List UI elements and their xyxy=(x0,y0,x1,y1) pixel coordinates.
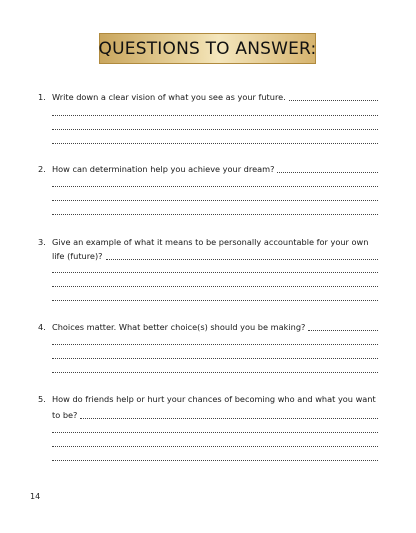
answer-line[interactable] xyxy=(52,200,378,201)
question-text: How can determination help you achieve your dream? xyxy=(52,164,275,174)
answer-line[interactable] xyxy=(52,432,378,433)
answer-line[interactable] xyxy=(106,258,379,260)
answer-line[interactable] xyxy=(289,99,378,101)
question-number: 4. xyxy=(38,322,46,332)
answer-line[interactable] xyxy=(52,129,378,130)
page-number: 14 xyxy=(30,492,41,501)
answer-line[interactable] xyxy=(80,417,378,419)
answer-line[interactable] xyxy=(52,446,378,447)
answer-line[interactable] xyxy=(52,358,378,359)
answer-line[interactable] xyxy=(308,329,378,331)
question-2 xyxy=(38,164,378,175)
answer-line[interactable] xyxy=(52,286,378,287)
page-title: QUESTIONS TO ANSWER: xyxy=(98,38,317,59)
question-4 xyxy=(38,322,378,333)
answer-line[interactable] xyxy=(52,372,378,373)
answer-line[interactable] xyxy=(52,115,378,116)
title-banner xyxy=(99,33,316,64)
answer-line[interactable] xyxy=(52,186,378,187)
answer-line[interactable] xyxy=(52,460,378,461)
question-text: How do friends help or hurt your chances of becoming who and what you want xyxy=(52,394,376,404)
answer-line[interactable] xyxy=(52,143,378,144)
answer-line[interactable] xyxy=(52,344,378,345)
question-text: Choices matter. What better choice(s) should you be making? xyxy=(52,322,306,332)
question-1 xyxy=(38,92,378,103)
question-text: life (future)? xyxy=(52,251,103,261)
answer-line[interactable] xyxy=(52,214,378,215)
question-3-continued xyxy=(52,251,378,262)
answer-line[interactable] xyxy=(52,300,378,301)
question-number: 5. xyxy=(38,394,46,404)
question-text: Give an example of what it means to be personally accountable for your own xyxy=(52,237,369,247)
question-5-continued xyxy=(52,410,378,421)
question-5 xyxy=(38,394,378,405)
question-number: 2. xyxy=(38,164,46,174)
answer-line[interactable] xyxy=(52,272,378,273)
question-text: to be? xyxy=(52,410,78,420)
question-3 xyxy=(38,237,378,248)
answer-line[interactable] xyxy=(277,171,378,173)
question-number: 3. xyxy=(38,237,46,247)
question-text: Write down a clear vision of what you see as your future. xyxy=(52,92,286,102)
question-number: 1. xyxy=(38,92,46,102)
